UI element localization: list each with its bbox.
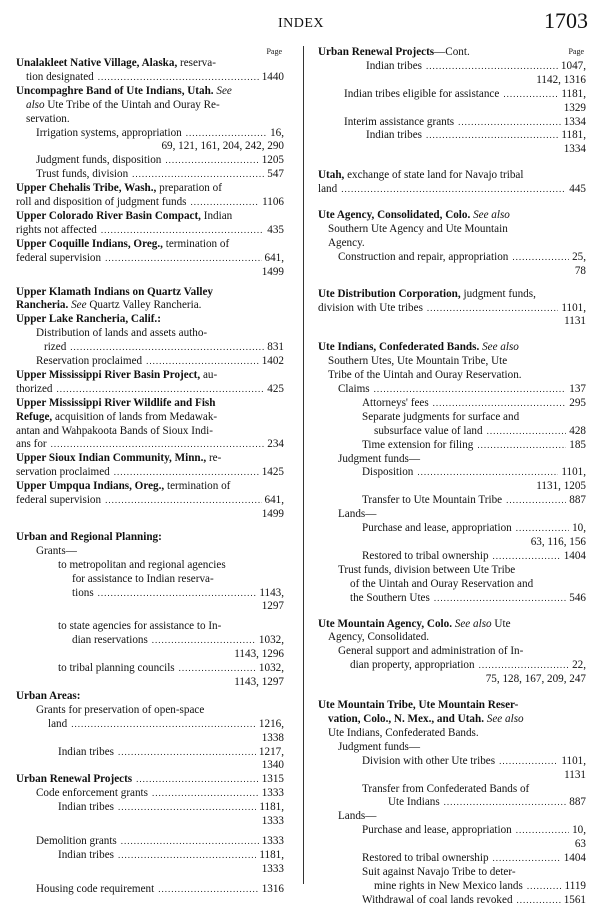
subentry-text: Indian tribes [366,129,422,142]
headword: Ute Distribution Corporation, [318,287,461,300]
see-reference: See [71,299,87,312]
entry-upper-colorado [16,210,284,238]
entry-upper-mississippi-refuge [16,397,284,453]
subentry-text: land [48,717,68,730]
subentry-text: Division with other Ute tribes [362,754,496,767]
entry-upper-mississippi-basin [16,369,284,397]
page-ref: 1101, [561,754,586,767]
headword: vation, Colo., N. Mex., and Utah. [328,712,484,725]
continued-label: —Cont. [434,46,470,58]
entry-text: division with Ute tribes [318,301,423,314]
entry-text: preparation of [159,182,222,195]
see-reference: See also [486,712,524,725]
subentry-text: Suit against Navajo Tribe to deter- [362,865,516,878]
headword: Uncompaghre Band of Ute Indians, Utah. [16,84,214,97]
see-reference: also [26,98,45,111]
subentry-text: Lands— [338,508,377,521]
page-ref: 63, 116, 156 [530,536,586,548]
subentry-text: Restored to tribal ownership [362,549,489,562]
page-ref: 1101, [561,466,586,479]
headword: Unalakleet Native Village, Alaska, [16,57,178,69]
entry-text: roll and disposition of judgment funds [16,196,187,209]
subentry-text: Judgment funds— [338,452,421,465]
subentry-text: Transfer to Ute Mountain Tribe [362,494,503,507]
page-ref: 1333 [261,862,284,875]
subentry-text: to metropolitan and regional agencies [58,558,226,571]
entry-text: judgment funds, [463,287,536,300]
page-ref: 1316 [261,882,284,895]
page-ref: 22, [572,659,586,672]
page-ref: 1402 [261,355,284,368]
entry-text: antan and Wahpakoota Bands of Sioux Indi- [16,424,213,437]
entry-text: tion designated [26,70,94,83]
headword: Urban Areas: [16,689,81,702]
page-ref: 1404 [563,852,586,865]
page-ref: 1131, 1205 [536,480,586,493]
page-ref: 1217, [258,745,284,758]
entry-text: Ute Tribe of the Uintah and Ouray Re- [47,98,220,111]
page-ref: 185 [569,438,586,451]
subentry-text: Distribution of lands and assets autho- [36,327,208,340]
entry-upper-klamath [16,286,284,314]
subentry-text: Trust funds, division [36,168,129,181]
subentry-text: Ute Indians [388,796,440,809]
headword: Ute Mountain Agency, Colo. [318,617,452,630]
entry-upper-lake [16,313,284,369]
page-ref: 1205 [261,154,284,167]
page-ref: 1047, [560,59,586,72]
page-ref: 1499 [261,508,284,520]
page-ref: 1032, [258,634,284,647]
headword: Rancheria. [16,299,69,312]
subentry-text: Indian tribes [58,801,114,814]
subentry-text: dian reservations [72,634,148,647]
entry-urban-regional-planning [16,531,284,690]
page-ref: 641, [264,494,284,507]
see-reference: See also [454,617,492,630]
subentry-text: Restored to tribal ownership [362,852,489,865]
page-ref: 1333 [261,815,284,828]
entry-ute-distribution [318,288,586,330]
page-ref: 428 [569,424,586,437]
headword: Refuge, [16,410,53,423]
headword: Urban Renewal Projects [16,773,133,786]
page-ref: 1181, [259,848,284,861]
subentry-text: mine rights in New Mexico lands [374,879,523,892]
page-ref: 1143, 1296 [234,648,284,661]
subentry-text: Interim assistance grants [344,115,455,128]
running-title: INDEX [277,16,325,31]
subentry-text: Withdrawal of coal lands revoked [362,893,513,906]
headword: Utah, [318,169,345,182]
entry-text: termination of [165,237,230,250]
page-ref: 425 [267,382,284,395]
subentry-text: Code enforcement grants [36,787,148,800]
subentry-text: the Southern Utes [350,591,430,604]
subentry-text: Irrigation systems, appropriation [36,126,182,139]
page-ref: 10, [572,824,586,837]
subentry-text: Indian tribes [366,59,422,72]
left-column [16,46,284,897]
page-ref: 1032, [258,662,284,675]
entry-text: Southern Ute Agency and Ute Mountain [328,222,508,235]
page-ref: 137 [569,383,586,396]
subentry-text: Housing code requirement [36,882,155,895]
page-ref: 1181, [561,129,586,142]
subentry-text: Indian tribes eligible for assistance [344,87,500,100]
page-ref: 1340 [261,759,284,772]
entry-text: Indian [203,209,233,222]
subentry-text: Attorneys' fees [362,396,429,409]
subentry-text: to tribal planning councils [58,662,175,675]
page-ref: 1333 [261,787,284,800]
page-ref: 1131 [564,768,586,781]
entry-upper-sioux [16,452,284,480]
entry-text: ans for [16,438,47,451]
subentry-text: Reservation proclaimed [36,355,143,368]
page-ref: 1329 [563,101,586,114]
entry-upper-umpqua [16,480,284,522]
page-number: 1703 [544,8,588,33]
entry-text: Ute Indians, Confederated Bands. [328,726,479,739]
subentry-text: of the Uintah and Ouray Reservation and [350,577,534,590]
page-ref: 547 [267,168,284,181]
subentry-text: Indian tribes [58,745,114,758]
entry-text: servation proclaimed [16,466,110,479]
page-ref: 25, [572,250,586,263]
page-ref: 1143, 1297 [234,675,284,688]
headword: Upper Colorado River Basin Compact, [16,209,201,222]
entry-urban-areas [16,690,284,773]
headword: Urban Renewal Projects [318,46,435,58]
subentry-text: Time extension for filing [362,438,474,451]
page-ref: 445 [569,183,586,196]
entry-urban-renewal-cont [318,46,586,157]
page-ref: 1334 [563,115,586,128]
page-ref: 1181, [259,801,284,814]
page-ref: 1333 [261,834,284,847]
page-ref: 831 [267,341,284,354]
entry-text: Agency, Consolidated. [328,631,430,644]
entry-ute-agency [318,209,586,279]
entry-text: Tribe of the Uintah and Ouray Reservation. [328,369,522,382]
page-ref: 1315 [261,773,284,786]
right-column [318,46,586,908]
page-ref: 1334 [563,143,586,156]
subentry-text: subsurface value of land [374,424,483,437]
subentry-text: Transfer from Confederated Bands of [362,782,530,795]
page-ref: 1338 [261,731,284,744]
entry-ute-indians-confederated [318,341,586,605]
headword: Upper Sioux Indian Community, Minn., [16,452,207,465]
entry-text: rights not affected [16,223,97,236]
entry-ute-mountain-tribe [318,699,586,908]
subentry-text: Disposition [362,466,414,479]
page-ref: 435 [267,223,284,236]
page-ref: 1119 [564,879,586,892]
headword: Ute Indians, Confederated Bands. [318,341,480,354]
entry-text: federal supervision [16,251,102,264]
entry-text: exchange of state land for Navajo tribal [347,169,524,182]
entry-text: re- [208,452,222,465]
page-ref: 1425 [261,466,284,479]
entry-urban-renewal [16,773,284,896]
subentry-text: to state agencies for assistance to In- [58,620,222,633]
subentry-text: Separate judgments for surface and [362,410,520,423]
entry-unalakleet [16,57,284,85]
entry-text: servation. [26,112,70,125]
subentry-text: General support and administration of In- [338,645,524,658]
entry-text: Ute [494,617,511,630]
see-reference: See [216,84,232,97]
headword: Upper Mississippi River Basin Project, [16,368,201,381]
page-ref: 1106 [262,196,284,209]
entry-upper-coquille [16,238,284,280]
subentry-text: Judgment funds, disposition [36,154,162,167]
column-divider [303,46,304,884]
entry-text: termination of [166,480,231,493]
subentry-text: Purchase and lease, appropriation [362,522,512,535]
page-ref: 63 [574,838,586,851]
page-ref: 234 [267,438,284,451]
page-header [14,8,588,34]
page-ref: 1404 [563,549,586,562]
see-reference: See also [473,209,510,222]
entry-text: Quartz Valley Rancheria. [89,299,202,312]
page-ref: 1216, [258,717,284,730]
page-ref: 546 [569,591,586,604]
subentry-text: Indian tribes [58,848,114,861]
headword: Upper Coquille Indians, Oreg., [16,237,163,250]
subentry-text: Claims [338,383,370,396]
page-ref: 887 [569,494,586,507]
page-ref: 75, 128, 167, 209, 247 [485,673,586,686]
page-ref: 1181, [561,87,586,100]
entry-upper-chehalis [16,182,284,210]
entry-text: au- [202,368,218,381]
page-ref: 1101, [561,301,586,314]
subentry-text: Construction and repair, appropriation [338,250,509,263]
see-reference: See also [482,341,519,354]
entry-text: thorized [16,382,53,395]
page-ref: 1440 [261,70,284,83]
page-ref: 78 [574,264,586,277]
entry-text: acquisition of lands from Medawak- [55,410,218,423]
page-ref: 887 [569,796,586,809]
page-column-label: Page [266,47,282,56]
subentry-text: for assistance to Indian reserva- [72,572,214,585]
headword: Ute Mountain Tribe, Ute Mountain Reser- [318,699,519,712]
entry-text: reserva- [180,57,216,69]
page-ref: 1143, [259,586,284,599]
page-ref: 69, 121, 161, 204, 242, 290 [161,140,284,153]
headword: Upper Mississippi River Wildlife and Fish [16,396,216,409]
headword: Upper Klamath Indians on Quartz Valley [16,285,213,298]
page-ref: 10, [572,522,586,535]
headword: Urban and Regional Planning: [16,530,162,543]
entry-text: land [318,183,338,196]
page-ref: 16, [270,126,284,139]
subentry-text: Grants— [36,544,77,557]
subentry-text: dian property, appropriation [350,659,475,672]
page-ref: 1142, 1316 [536,73,586,86]
headword: Ute Agency, Consolidated, Colo. [318,209,471,222]
subentry-text: rized [44,341,67,354]
subentry-text: Grants for preservation of open-space [36,703,205,716]
page-ref: 1297 [261,600,284,613]
subentry-text: Demolition grants [36,834,117,847]
subentry-text: Trust funds, division between Ute Tribe [338,563,516,576]
headword: Upper Chehalis Tribe, Wash., [16,182,157,195]
subentry-text: tions [72,586,94,599]
entry-text: Agency. [328,236,365,249]
entry-ute-mountain-agency [318,618,586,688]
entry-utah [318,169,586,197]
page-ref: 295 [569,396,586,409]
entry-text: federal supervision [16,494,102,507]
entry-uncompaghre [16,85,284,182]
page-ref: 1131 [564,315,586,328]
page-ref: 641, [264,251,284,264]
headword: Upper Lake Rancheria, Calif.: [16,313,161,326]
subentry-text: Purchase and lease, appropriation [362,824,512,837]
page-column-label: Page [568,47,584,56]
page-ref: 1561 [563,893,586,906]
page-ref: 1499 [261,265,284,278]
subentry-text: Lands— [338,810,377,823]
subentry-text: Judgment funds— [338,740,421,753]
headword: Upper Umpqua Indians, Oreg., [16,480,165,493]
entry-text: Southern Utes, Ute Mountain Tribe, Ute [328,355,508,368]
